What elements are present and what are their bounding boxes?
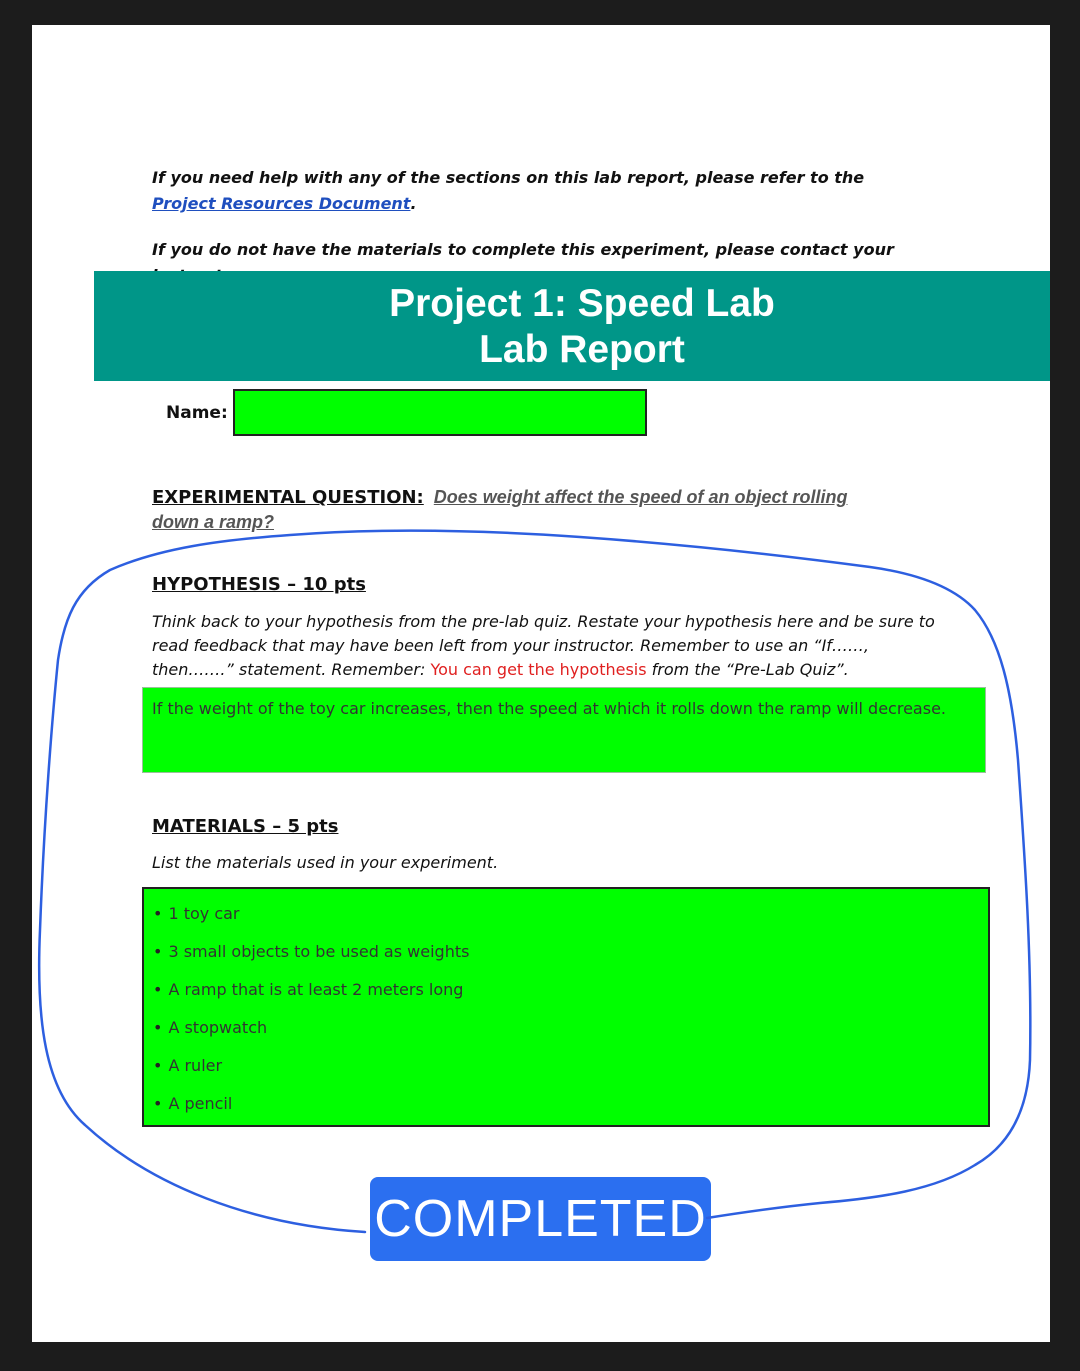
list-item: • A stopwatch (153, 1015, 988, 1053)
hypothesis-heading: HYPOTHESIS – 10 pts (152, 574, 366, 595)
materials-answer-field[interactable] (142, 887, 990, 1127)
document-page (32, 25, 1050, 1342)
materials-list (153, 901, 988, 1129)
help-note: If you need help with any of the sections on this lab report, please refer to the Project Resources Document. (152, 168, 865, 213)
name-field[interactable] (233, 389, 647, 436)
experimental-question-text-2: down a ramp? (152, 512, 275, 532)
materials-note: If you do not have the materials to complete this experiment, please contact your (152, 240, 894, 259)
list-item: • A pencil (153, 1091, 988, 1129)
hypothesis-instructions: Think back to your hypothesis from the pre-lab quiz. Restate your hypothesis here and be sure to read feedback that may have been left from your instructor. Remember to use an “If……, then…….” statement. Remember: You can get the hypothesis from the “Pre-Lab Quiz”. (152, 612, 935, 679)
completed-stamp: COMPLETED (370, 1177, 711, 1261)
experimental-question-text-1: Does weight affect the speed of an object rolling (433, 487, 848, 507)
experimental-question-label: EXPERIMENTAL QUESTION: (152, 487, 424, 508)
list-item: • A ramp that is at least 2 meters long (153, 977, 988, 1015)
list-item: • 3 small objects to be used as weights (153, 939, 988, 977)
title-banner (94, 271, 1050, 381)
list-item: • 1 toy car (153, 901, 988, 939)
banner-subtitle: Lab Report (479, 328, 685, 371)
banner-title: Project 1: Speed Lab (389, 282, 775, 325)
experimental-question (152, 485, 912, 535)
list-item: • A ruler (153, 1053, 988, 1091)
project-resources-link[interactable]: Project Resources Document (152, 194, 411, 213)
materials-heading: MATERIALS – 5 pts (152, 816, 339, 837)
name-label: Name: (166, 403, 228, 423)
materials-instruction: List the materials used in your experiment. (152, 853, 499, 872)
hypothesis-answer-field[interactable]: If the weight of the toy car increases, then the speed at which it rolls down the ramp will decrease. (142, 687, 986, 773)
hypothesis-hint: You can get the hypothesis (430, 660, 647, 679)
